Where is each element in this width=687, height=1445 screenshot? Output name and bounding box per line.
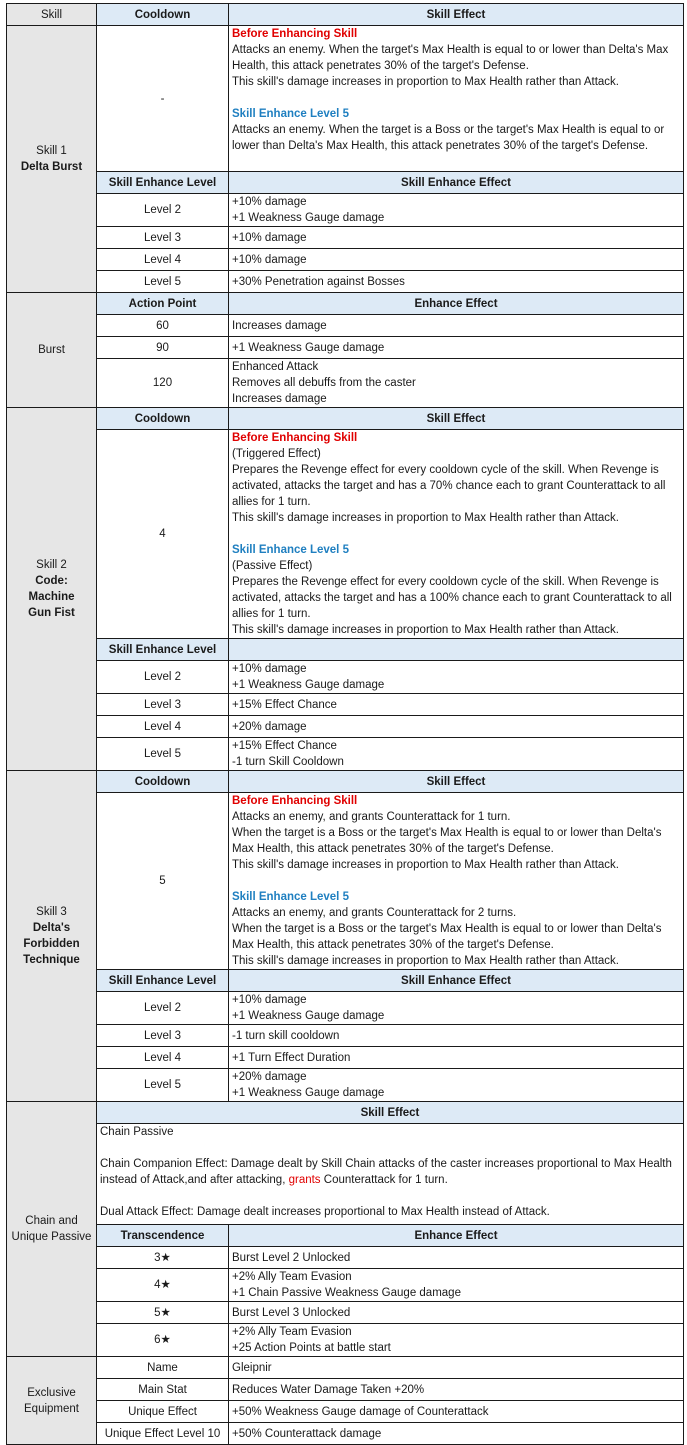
skill2-cooldown: 4	[97, 430, 229, 639]
level-cell: Level 2	[97, 194, 229, 227]
table-row	[7, 1025, 684, 1047]
effect-cell: +10% damage	[229, 249, 684, 271]
effect-cell: +1 Turn Effect Duration	[229, 1047, 684, 1069]
skill3-label: Skill 3	[36, 906, 67, 918]
table-row	[7, 1047, 684, 1069]
equipment-value: +50% Counterattack damage	[229, 1423, 684, 1445]
header-skill-effect: Skill Effect	[229, 408, 684, 430]
effect-cell: +10% damage +1 Weakness Gauge damage	[229, 661, 684, 694]
skill1-section-label	[7, 26, 97, 293]
header-enhance-effect: Enhance Effect	[229, 293, 684, 315]
header-skill-enhance-effect: Skill Enhance Effect	[229, 172, 684, 194]
chain-passive-title: Chain Passive	[100, 1126, 174, 1138]
chain-header-row	[7, 1102, 684, 1124]
table-row	[7, 315, 684, 337]
table-row	[7, 1069, 684, 1102]
skill2-effect: Before Enhancing Skill (Triggered Effect) Prepares the Revenge effect for every cooldown cycle of the skill. When Revenge is activated, attacks the target and has a 70% chance each to grant Counterattack to all allies for 1 turn. This skill's damage increases in proportion to Max Health rather than Attack. Skill Enhance Level 5 (Passive Effect) Prepares the Revenge effect for every cooldown cycle of the skill. When Revenge is activated, attacks the target and has a 100% chance each to grant Counterattack to all allies for 1 turn. This skill's damage increases in proportion to Max Health rather than Attack.	[229, 430, 684, 639]
transcendence-header-row	[7, 1225, 684, 1247]
equipment-key: Unique Effect	[97, 1401, 229, 1423]
skill3-cooldown: 5	[97, 793, 229, 970]
table-row	[7, 1357, 684, 1379]
table-row	[7, 1401, 684, 1423]
effect-cell: +10% damage	[229, 227, 684, 249]
skill1-before-text: Attacks an enemy. When the target's Max Health is equal to or lower than Delta's Max Health, this attack penetrates 30% of the target's Defense.	[232, 44, 669, 72]
before-enhancing-label: Before Enhancing Skill	[232, 28, 358, 40]
table-header-row	[7, 4, 684, 26]
equipment-key: Main Stat	[97, 1379, 229, 1401]
skill2-section-label	[7, 408, 97, 771]
skill3-section-label	[7, 771, 97, 1102]
header-skill-effect: Skill Effect	[97, 1102, 684, 1124]
skill3-levels-header	[7, 970, 684, 992]
skill1-effect	[229, 26, 684, 172]
table-row	[7, 271, 684, 293]
dual-attack-effect: Dual Attack Effect: Damage dealt increases proportional to Max Health instead of Attack.	[100, 1206, 550, 1218]
star-cell: 6★	[97, 1324, 229, 1357]
header-skill: Skill	[7, 4, 97, 26]
table-row	[7, 249, 684, 271]
level-cell: Level 4	[97, 1047, 229, 1069]
skill2-header-row	[7, 408, 684, 430]
effect-cell: -1 turn skill cooldown	[229, 1025, 684, 1047]
skill1-name: Delta Burst	[20, 161, 83, 173]
table-row	[7, 1423, 684, 1445]
header-skill-enhance-level: Skill Enhance Level	[97, 172, 229, 194]
header-empty	[229, 639, 684, 661]
effect-cell: Enhanced Attack Removes all debuffs from the caster Increases damage	[229, 359, 684, 408]
effect-cell: +30% Penetration against Bosses	[229, 271, 684, 293]
burst-header-row	[7, 293, 684, 315]
header-skill-effect: Skill Effect	[229, 4, 684, 26]
effect-cell: +20% damage +1 Weakness Gauge damage	[229, 1069, 684, 1102]
header-cooldown: Cooldown	[97, 4, 229, 26]
level-cell: Level 5	[97, 1069, 229, 1102]
chain-effect-row	[7, 1124, 684, 1225]
level-cell: Level 2	[97, 661, 229, 694]
table-row	[7, 337, 684, 359]
skill3-header-row	[7, 771, 684, 793]
level-cell: Level 5	[97, 738, 229, 771]
star-cell: 4★	[97, 1269, 229, 1302]
chain-effect	[97, 1124, 684, 1225]
header-cooldown: Cooldown	[97, 408, 229, 430]
enhance-level5-label: Skill Enhance Level 5	[232, 108, 349, 120]
effect-cell: Burst Level 2 Unlocked	[229, 1247, 684, 1269]
effect-cell: Increases damage	[229, 315, 684, 337]
skill1-main-row	[7, 26, 684, 172]
effect-cell: +2% Ally Team Evasion +1 Chain Passive Weakness Gauge damage	[229, 1269, 684, 1302]
table-row	[7, 1247, 684, 1269]
chain-companion-effect: Chain Companion Effect: Damage dealt by Skill Chain attacks of the caster increases proportional to Max Health instead of Attack,and after attacking, grants Counterattack for 1 turn.	[100, 1158, 672, 1186]
before-enhancing-label: Before Enhancing Skill	[232, 432, 358, 444]
header-cooldown: Cooldown	[97, 771, 229, 793]
star-cell: 3★	[97, 1247, 229, 1269]
equipment-key: Unique Effect Level 10	[97, 1423, 229, 1445]
effect-cell: Burst Level 3 Unlocked	[229, 1302, 684, 1324]
effect-cell: +1 Weakness Gauge damage	[229, 337, 684, 359]
effect-cell: +15% Effect Chance	[229, 694, 684, 716]
star-cell: 5★	[97, 1302, 229, 1324]
level-cell: Level 5	[97, 271, 229, 293]
table-row	[7, 716, 684, 738]
table-row	[7, 1379, 684, 1401]
equipment-value: Gleipnir	[229, 1357, 684, 1379]
action-point-cell: 60	[97, 315, 229, 337]
skill2-levels-header	[7, 639, 684, 661]
enhance-level5-label: Skill Enhance Level 5	[232, 544, 349, 556]
table-row	[7, 227, 684, 249]
skill3-effect: Before Enhancing Skill Attacks an enemy, and grants Counterattack for 1 turn. When the target is a Boss or the target's Max Health is equal to or lower than Delta's Max Health, this attack penetrates 30% of the target's Defense. This skill's damage increases in proportion to Max Health rather than Attack. Skill Enhance Level 5 Attacks an enemy, and grants Counterattack for 2 turns. When the target is a Boss or the target's Max Health is equal to or lower than Delta's Max Health, this attack penetrates 30% of the target's Defense. This skill's damage increases in proportion to Max Health rather than Attack.	[229, 793, 684, 970]
table-row	[7, 694, 684, 716]
header-transcendence: Transcendence	[97, 1225, 229, 1247]
action-point-cell: 90	[97, 337, 229, 359]
enhance-level5-label: Skill Enhance Level 5	[232, 891, 349, 903]
skill1-cooldown: -	[97, 26, 229, 172]
table-row	[7, 194, 684, 227]
table-row	[7, 738, 684, 771]
header-action-point: Action Point	[97, 293, 229, 315]
effect-cell: +20% damage	[229, 716, 684, 738]
table-row	[7, 1324, 684, 1357]
before-enhancing-label: Before Enhancing Skill	[232, 795, 358, 807]
skill1-before-text: This skill's damage increases in proportion to Max Health rather than Attack.	[232, 76, 619, 88]
effect-cell: +10% damage +1 Weakness Gauge damage	[229, 992, 684, 1025]
effect-cell: +10% damage +1 Weakness Gauge damage	[229, 194, 684, 227]
table-row	[7, 661, 684, 694]
skill1-label: Skill 1	[36, 145, 67, 157]
skill2-main-row	[7, 430, 684, 639]
skill2-label: Skill 2	[36, 559, 67, 571]
level-cell: Level 2	[97, 992, 229, 1025]
effect-cell: +15% Effect Chance -1 turn Skill Cooldown	[229, 738, 684, 771]
header-skill-enhance-effect: Skill Enhance Effect	[229, 970, 684, 992]
equipment-value: +50% Weakness Gauge damage of Counterattack	[229, 1401, 684, 1423]
chain-section-label: Chain and Unique Passive	[7, 1102, 97, 1357]
header-skill-enhance-level: Skill Enhance Level	[97, 970, 229, 992]
equipment-key: Name	[97, 1357, 229, 1379]
level-cell: Level 3	[97, 1025, 229, 1047]
equipment-section-label: Exclusive Equipment	[7, 1357, 97, 1445]
burst-section-label: Burst	[7, 293, 97, 408]
equipment-value: Reduces Water Damage Taken +20%	[229, 1379, 684, 1401]
skill3-main-row	[7, 793, 684, 970]
action-point-cell: 120	[97, 359, 229, 408]
skill-table	[6, 3, 684, 1445]
header-skill-enhance-level: Skill Enhance Level	[97, 639, 229, 661]
table-row	[7, 1269, 684, 1302]
skill1-levels-header	[7, 172, 684, 194]
header-skill-effect: Skill Effect	[229, 771, 684, 793]
level-cell: Level 3	[97, 694, 229, 716]
level-cell: Level 4	[97, 716, 229, 738]
effect-cell: +2% Ally Team Evasion +25 Action Points at battle start	[229, 1324, 684, 1357]
header-enhance-effect: Enhance Effect	[229, 1225, 684, 1247]
table-row	[7, 992, 684, 1025]
level-cell: Level 4	[97, 249, 229, 271]
skill2-name: Code: Machine Gun Fist	[28, 575, 75, 619]
skill1-after-text: Attacks an enemy. When the target is a Boss or the target's Max Health is equal to or lower than Delta's Max Health, this attack penetrates 30% of the target's Defense.	[232, 124, 665, 152]
table-row	[7, 1302, 684, 1324]
skill3-name: Delta's Forbidden Technique	[23, 922, 80, 966]
table-row	[7, 359, 684, 408]
level-cell: Level 3	[97, 227, 229, 249]
